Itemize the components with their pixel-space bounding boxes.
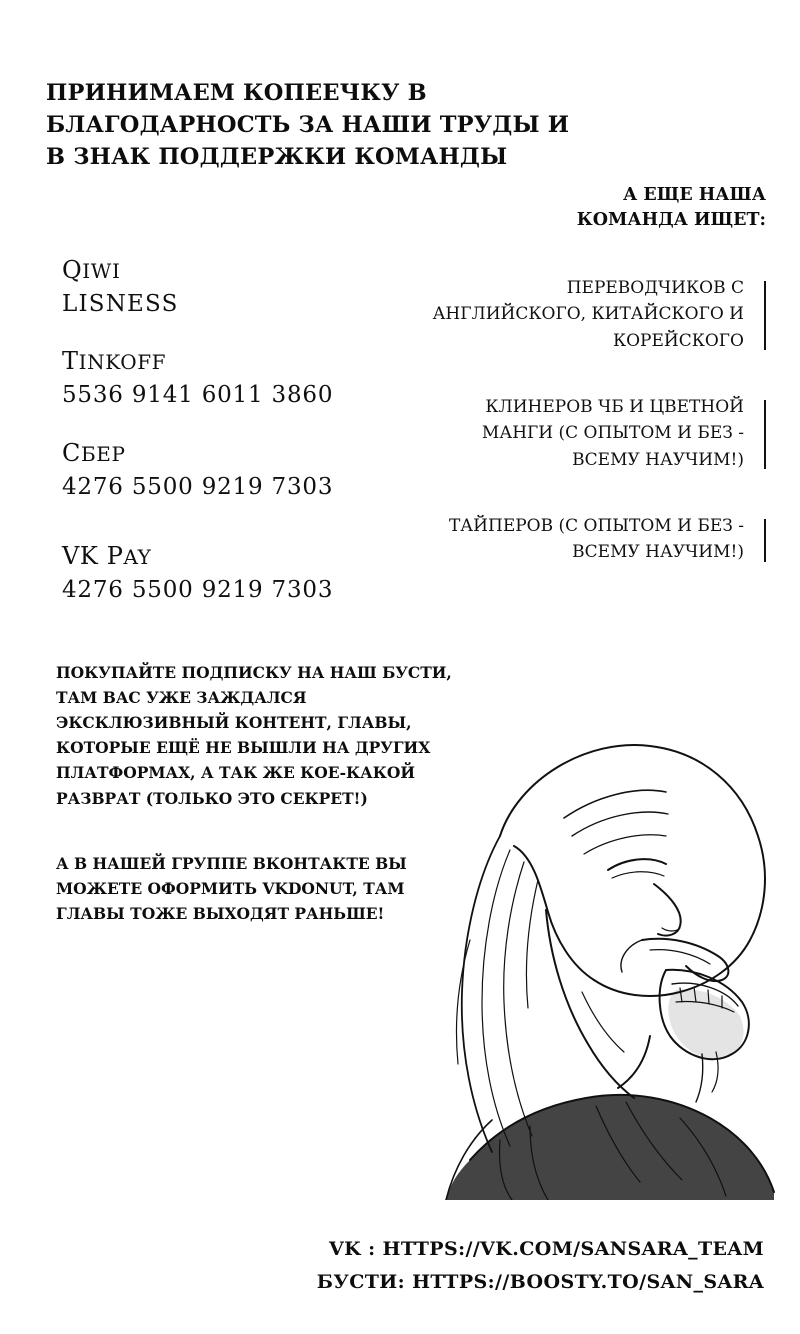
manga-illustration (350, 640, 790, 1200)
payment-details (62, 252, 392, 629)
page-margin-left (0, 0, 26, 1334)
recruiting-item-label: ТАЙПЕРОВ (С ОПЫТОМ И БЕЗ - ВСЕМУ НАУЧИМ!) (448, 516, 744, 563)
payment-sber (62, 435, 392, 504)
list-accent-bar (764, 400, 766, 469)
payment-value: 4276 5500 9219 7303 (62, 473, 334, 500)
payment-value: 5536 9141 6011 3860 (62, 382, 334, 409)
payment-label: VK PAY (62, 542, 152, 571)
recruiting-item-label: ПЕРЕВОДЧИКОВ С АНГЛИЙСКОГО, КИТАЙСКОГО И КОРЕЙСКОГО (432, 278, 744, 351)
page-title-line-2: БЛАГОДАРНОСТЬ ЗА НАШИ ТРУДЫ И (46, 111, 570, 138)
payment-value: 4276 5500 9219 7303 (62, 577, 334, 604)
payment-label: TINKOFF (62, 347, 167, 376)
payment-value: LISNESS (62, 291, 179, 317)
page-title (46, 78, 570, 174)
payment-tinkoff (62, 343, 392, 412)
list-accent-bar (764, 519, 766, 562)
footer-links (317, 1233, 764, 1298)
recruiting-list (426, 275, 766, 606)
page-margin-top (0, 0, 800, 14)
payment-label: СБЕР (62, 438, 126, 467)
recruiting-heading (436, 183, 766, 234)
recruiting-item-typers (426, 513, 766, 566)
promo-vk: А В НАШЕЙ ГРУППЕ ВКОНТАКТЕ ВЫ МОЖЕТЕ ОФОРМИТЬ VKDONUT, ТАМ ГЛАВЫ ТОЖЕ ВЫХОДЯТ РАНЬШЕ! (56, 853, 407, 923)
payment-label: QIWI (62, 256, 121, 284)
recruiting-heading-line-1: А ЕЩЕ НАША (623, 185, 766, 205)
footer-link-boosty[interactable]: БУСТИ: HTTPS://BOOSTY.TO/SAN_SARA (316, 1270, 764, 1293)
recruiting-heading-line-2: КОМАНДА ИЩЕТ: (576, 210, 766, 231)
recruiting-item-cleaners (426, 394, 766, 473)
payment-vkpay (62, 538, 392, 607)
footer-link-vk[interactable]: VK : HTTPS://VK.COM/SANSARA_TEAM (329, 1238, 764, 1261)
page-title-line-1: ПРИНИМАЕМ КОПЕЕЧКУ В (46, 80, 427, 106)
list-accent-bar (764, 281, 766, 350)
promo-boosty: ПОКУПАЙТЕ ПОДПИСКУ НА НАШ БУСТИ, ТАМ ВАС УЖЕ ЗАЖДАЛСЯ ЭКСКЛЮЗИВНЫЙ КОНТЕНТ, ГЛАВЫ, КОТОРЫЕ ЕЩЁ НЕ ВЫШЛИ НА ДРУГИХ ПЛАТФОРМАХ, А ТАК ЖЕ КОЕ-КАКОЙ РАЗВРАТ (ТОЛЬКО ЭТО СЕКРЕТ!) (56, 663, 452, 808)
page-title-line-3: В ЗНАК ПОДДЕРЖКИ КОМАНДЫ (46, 143, 508, 170)
recruiting-item-label: КЛИНЕРОВ ЧБ И ЦВЕТНОЙ МАНГИ (С ОПЫТОМ И БЕЗ - ВСЕМУ НАУЧИМ!) (481, 397, 744, 470)
recruiting-item-translators (426, 275, 766, 354)
payment-qiwi (62, 252, 392, 321)
